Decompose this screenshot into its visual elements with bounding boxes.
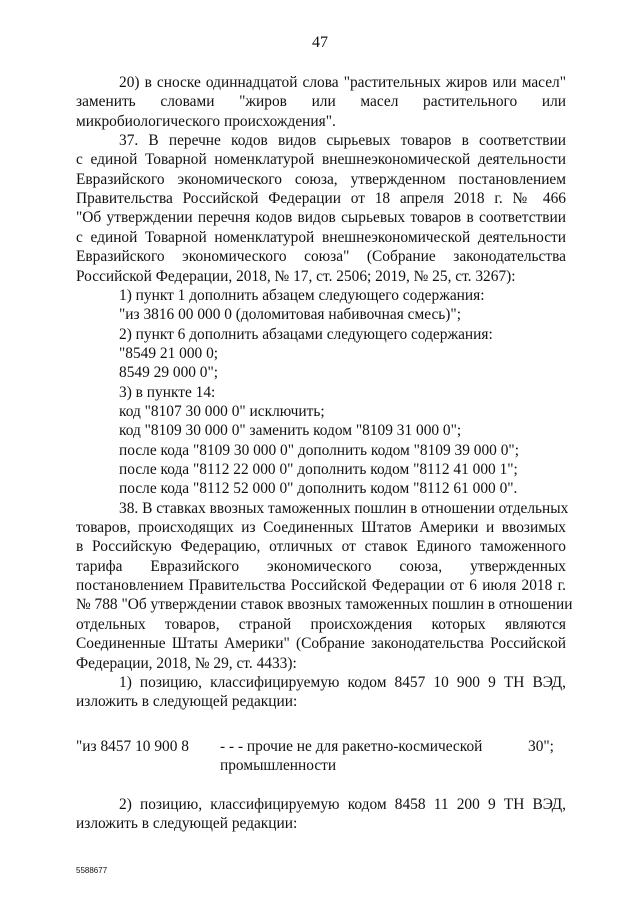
text-line: 2) позицию, классифицируемую кодом 8458 11 200 9 ТН ВЭД, xyxy=(119,796,566,813)
text-line: Федерации, 2018, № 29, ст. 4433): xyxy=(76,654,297,672)
tariff-description-cont: промышленности xyxy=(220,757,337,774)
text-line: товаров, происходящих из Соединенных Штатов Америки и ввозимых xyxy=(76,519,566,537)
text-line: 1) позицию, классифицируемую кодом 8457 10 900 9 ТН ВЭД, xyxy=(119,673,566,691)
text-line: код "8107 30 000 0" исключить; xyxy=(119,402,325,420)
text-line: после кода "8112 52 000 0" дополнить кодом "8112 61 000 0". xyxy=(119,480,518,498)
text-line: после кода "8112 22 000 0" дополнить кодом "8112 41 000 1"; xyxy=(119,461,518,478)
text-line: изложить в следующей редакции: xyxy=(76,693,298,711)
text-line: постановлением Правительства Российской Федерации от 6 июля 2018 г. xyxy=(76,577,566,595)
text-line: заменить словами "жиров или масел растительного или xyxy=(76,93,566,111)
text-line: тарифа Евразийского экономического союза, утвержденных xyxy=(76,557,566,575)
text-line: Соединенные Штаты Америки" (Собрание законодательства Российской xyxy=(76,635,566,653)
text-line: 38. В ставках ввозных таможенных пошлин в отношении отдельных xyxy=(119,499,569,517)
document-code: 5588677 xyxy=(76,866,108,875)
text-line: "8549 21 000 0; xyxy=(119,344,219,362)
text-line: Евразийского экономического союза, утвержденном постановлением xyxy=(76,170,566,188)
text-line: код "8109 30 000 0" заменить кодом "8109 31 000 0"; xyxy=(119,422,462,440)
text-line: с единой Товарной номенклатурой внешнеэкономической деятельности xyxy=(76,228,566,246)
text-line: с единой Товарной номенклатурой внешнеэкономической деятельности xyxy=(76,151,566,169)
text-line: после кода "8109 30 000 0" дополнить кодом "8109 39 000 0"; xyxy=(119,441,519,459)
text-line: 37. В перечне кодов видов сырьевых товаров в соответствии xyxy=(119,132,566,150)
text-line: изложить в следующей редакции: xyxy=(76,815,298,833)
text-line: 20) в сноске одиннадцатой слова "растительных жиров или масел" xyxy=(119,74,566,91)
text-line: 2) пункт 6 дополнить абзацами следующего содержания: xyxy=(119,325,493,343)
tariff-description: - - - прочие не для ракетно-космической xyxy=(220,738,483,755)
text-line: 3) в пункте 14: xyxy=(119,383,216,401)
text-line: Правительства Российской Федерации от 18 апреля 2018 г. № 466 xyxy=(76,190,566,208)
text-line: "из 3816 00 000 0 (доломитовая набивочная смесь)"; xyxy=(119,306,461,324)
text-line: Евразийского экономического союза" (Собрание законодательства xyxy=(76,248,566,266)
text-line: № 788 "Об утверждении ставок ввозных таможенных пошлин в отношении xyxy=(76,596,573,614)
tariff-code: "из 8457 10 900 8 xyxy=(76,738,189,755)
text-line: 1) пункт 1 дополнить абзацем следующего содержания: xyxy=(119,286,485,304)
text-line: "Об утверждении перечня кодов видов сырьевых товаров в соответствии xyxy=(76,209,566,227)
text-line: Российской Федерации, 2018, № 17, ст. 2506; 2019, № 25, ст. 3267): xyxy=(76,267,516,285)
text-line: микробиологического происхождения". xyxy=(76,112,336,130)
text-line: отдельных товаров, страной происхождения которых являются xyxy=(76,615,566,633)
text-line: в Российскую Федерацию, отличных от ставок Единого таможенного xyxy=(76,538,566,556)
page-number: 47 xyxy=(312,34,328,51)
tariff-rate: 30"; xyxy=(528,738,554,755)
text-line: 8549 29 000 0"; xyxy=(119,364,219,382)
